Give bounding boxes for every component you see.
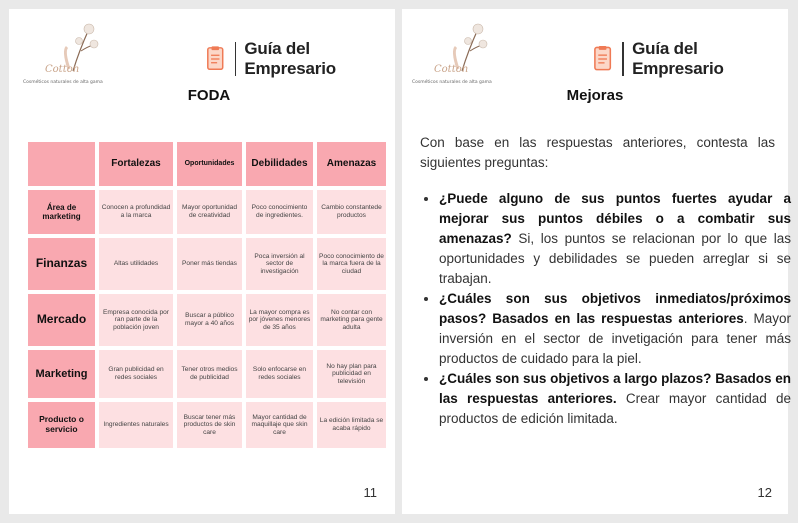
page-title: FODA xyxy=(187,87,231,104)
table-cell: La mayor compra es por jóvenes menores de 35 años xyxy=(246,294,313,346)
page-12 xyxy=(402,9,792,514)
header-fortalezas: Fortalezas xyxy=(99,142,173,186)
table-cell: Poner más tiendas xyxy=(177,238,242,290)
question-text: ¿Cuáles son sus objetivos inmediatos/próximos pasos? Basados en las respuestas anteriores xyxy=(439,291,791,326)
answer-text: Si, los puntos se relacionan por lo que las oportunidades y debilidades se pueden arreglar si se trabajan. xyxy=(439,231,791,286)
list-item xyxy=(439,189,791,289)
page-number: 11 xyxy=(363,485,377,500)
list-item xyxy=(439,289,791,369)
list-item xyxy=(439,369,791,429)
questions-list xyxy=(424,189,791,429)
logo-text: Cotton xyxy=(45,64,80,75)
question-text: ¿Cuáles son sus objetivos a largo plazos? Basados en las respuestas anteriores. xyxy=(439,371,791,406)
header-oportunidades: Oportunidades xyxy=(177,142,242,186)
logo-tagline: Cosméticos naturales de alta gama xyxy=(23,80,103,85)
brand-name: Guía del Empresario xyxy=(632,39,724,78)
table-cell: Buscar tener más productos de skin care xyxy=(177,402,242,448)
table-cell: No hay plan para publicidad en televisión xyxy=(317,350,386,398)
table-cell: Poca inversión al sector de investigación xyxy=(246,238,313,290)
row-label-finanzas: Finanzas xyxy=(28,238,95,290)
page-number: 12 xyxy=(757,485,772,500)
header-debilidades: Debilidades xyxy=(246,142,313,186)
brand-divider xyxy=(622,42,624,76)
brand-divider xyxy=(235,42,237,76)
table-cell: Mayor cantidad de maquillaje que skin care xyxy=(246,402,313,448)
logo-tagline: Cosméticos naturales de alta gama xyxy=(412,80,492,85)
brand-name: Guía del Empresario xyxy=(244,39,336,78)
row-label-marketing: Marketing xyxy=(28,350,95,398)
table-cell: Buscar a público mayor a 40 años xyxy=(177,294,242,346)
answer-text: Crear mayor cantidad de productos de edición limitada. xyxy=(439,391,792,426)
table-cell: Mayor oportunidad de creatividad xyxy=(177,190,242,234)
table-cell: La edición limitada se acaba rápido xyxy=(317,402,386,448)
brand-header xyxy=(592,39,788,79)
cotton-flower-logo-icon xyxy=(23,21,133,101)
answer-text: . Mayor inversión en el sector de invetigación para tener más productos de cuidado para la piel. xyxy=(439,311,791,366)
document-icon xyxy=(592,45,613,73)
table-corner-cell xyxy=(28,142,95,186)
question-text: ¿Puede alguno de sus puntos fuertes ayudar a mejorar sus puntos débiles o a combatir sus amenazas? xyxy=(439,191,791,246)
row-label-area-marketing: Área de marketing xyxy=(28,190,95,234)
page-11 xyxy=(9,9,395,514)
table-cell: No contar con marketing para gente adulta xyxy=(317,294,386,346)
table-cell: Conocen a profundidad a la marca xyxy=(99,190,173,234)
intro-paragraph: Con base en las respuestas anteriores, contesta las siguientes preguntas: xyxy=(420,135,775,170)
table-cell: Solo enfocarse en redes sociales xyxy=(246,350,313,398)
cotton-flower-logo-icon xyxy=(412,21,522,101)
table-cell: Altas utilidades xyxy=(99,238,173,290)
header-amenazas: Amenazas xyxy=(317,142,386,186)
table-cell: Tener otros medios de publicidad xyxy=(177,350,242,398)
logo-text: Cotton xyxy=(434,64,469,75)
row-label-producto: Producto o servicio xyxy=(28,402,95,448)
table-cell: Poco conocimiento de ingredientes. xyxy=(246,190,313,234)
foda-table xyxy=(28,142,386,448)
table-cell: Cambio constantede productos xyxy=(317,190,386,234)
table-cell: Ingredientes naturales xyxy=(99,402,173,448)
table-cell: Gran publicidad en redes sociales xyxy=(99,350,173,398)
table-cell: Empresa conocida por ran parte de la población joven xyxy=(99,294,173,346)
document-icon xyxy=(205,45,226,73)
table-cell: Poco conocimiento de la marca fuera de la ciudad xyxy=(317,238,386,290)
row-label-mercado: Mercado xyxy=(28,294,95,346)
brand-header xyxy=(205,39,395,79)
page-title: Mejoras xyxy=(566,87,624,104)
